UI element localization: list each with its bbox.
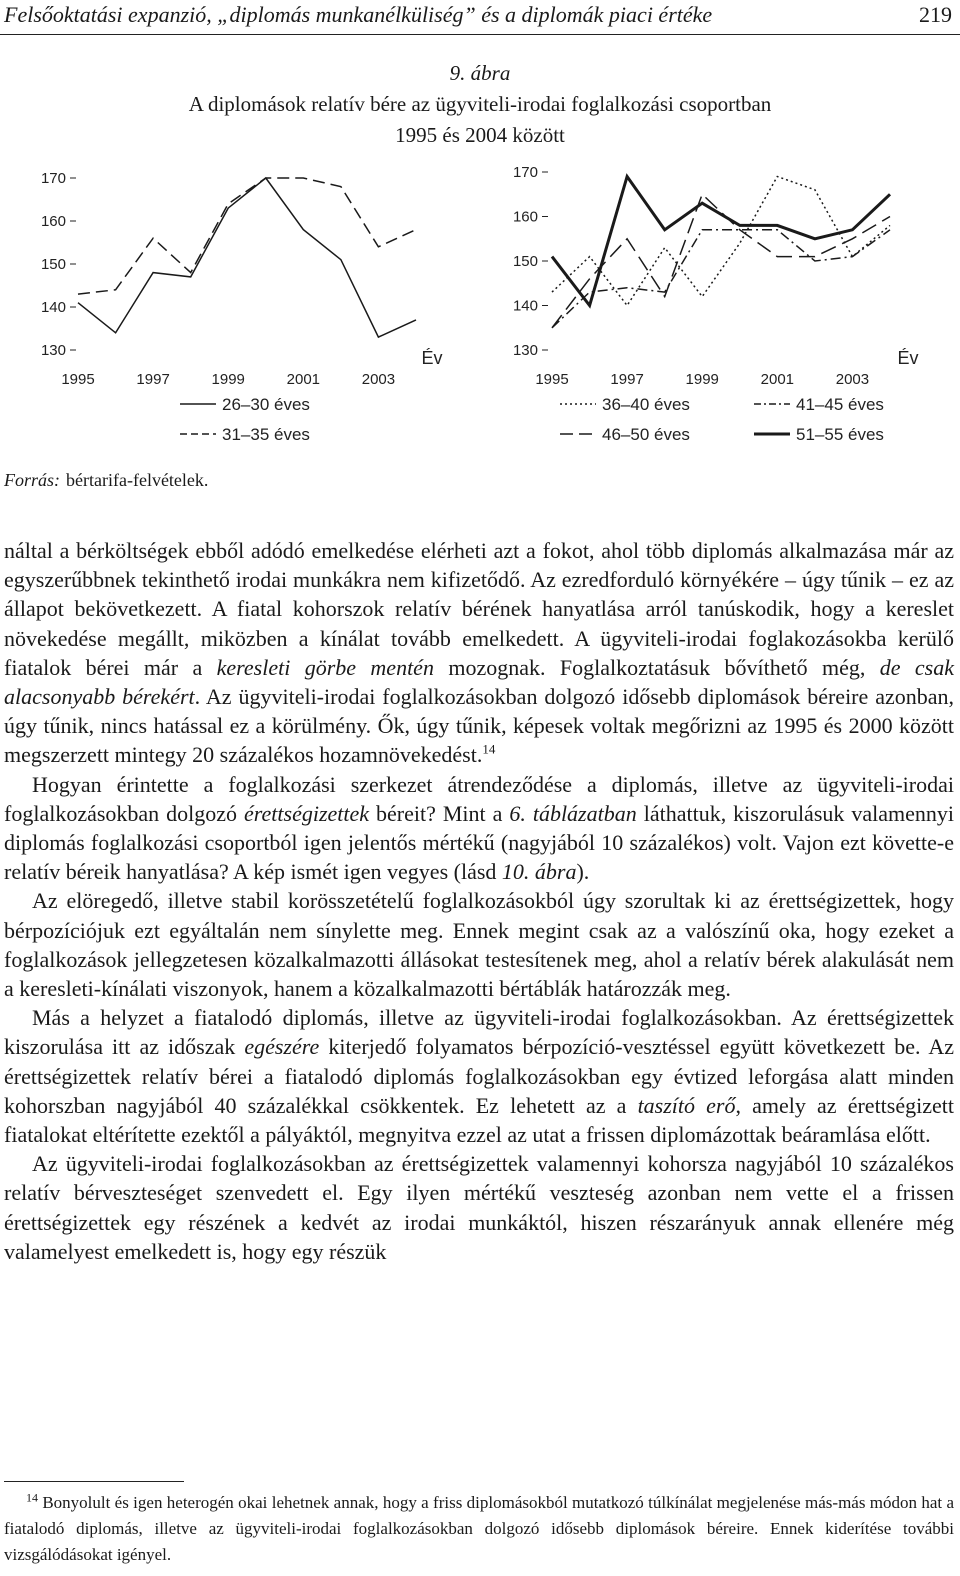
footnote-number: 14 <box>26 1490 38 1505</box>
text-run: láthattuk, kiszorulásuk valamennyi diplomás foglalkozási csoportból igen jelentős mértékű (nagyjából 10 százalékos) volt. Vajon ezt követte-e relatív béreik hanyatlása? A kép ismét igen vegyes (lásd <box>4 800 954 885</box>
series-line <box>78 178 416 337</box>
text-run: Az elöregedő, illetve stabil korösszetételű foglalkozásokból úgy szorultak ki az érettségizettek, hogy bérpozíciójuk ezt egyáltalán nem sínylette meg. Ennek megint csak az a valószínű oka, hogy ezeket a foglalkozások jellegzetesen közalkalmazotti állásokat testesítenek meg, ahol a relatív bérek alakulását nem a keresleti-kínálati viszonyok, hanem a közalkalmazotti bértáblák határozzák meg. <box>4 888 954 1002</box>
emphasis: taszító erő <box>637 1092 736 1118</box>
text-run: . Az ügyviteli-irodai foglalkozásokban dolgozó idősebb diplomások béreire azonban, úgy tűnik, nincs hatással ez a körülmény. Ők, úgy tűnik, képesek voltak megőrizni az 1995 és 2000 között megszerzett mintegy 20 százalékos hozamnövekedést. <box>4 684 955 768</box>
footnote <box>4 1490 954 1568</box>
x-axis-label: Év <box>897 348 919 368</box>
figure-subtitle: 1995 és 2004 között <box>395 123 565 147</box>
legend-label: 51–55 éves <box>796 425 884 444</box>
text-run: , amely az érettségizett fiatalokat eltérítette ezektől a pályáktól, megnyitva ezzel az utat a frissen diplomázottak beáramlása előtt. <box>4 1092 954 1148</box>
figure-source <box>4 470 208 491</box>
y-tick-label: 150 <box>512 253 538 270</box>
y-tick-label: 160 <box>40 213 66 230</box>
text-run: Hogyan érintette a foglalkozási szerkezet átrendeződése a diplomás, illetve az ügyviteli-irodai foglalkozásokban dolgozó <box>4 771 954 826</box>
y-tick-label: 140 <box>40 299 66 316</box>
legend-label: 31–35 éves <box>222 425 310 444</box>
series-line <box>552 177 890 306</box>
y-tick-label: 170 <box>40 170 66 187</box>
x-tick-label: 1995 <box>61 371 95 388</box>
x-tick-label: 1999 <box>211 371 245 388</box>
source-text: bértarifa-felvételek. <box>66 470 209 490</box>
text-run: Az ügyviteli-irodai foglalkozásokban az érettségizettek valamennyi kohorsza nagyjából 10 százalékos relatív bérveszteséget szenvedett el. Egy ilyen mértékű veszteség azonban nem vette el a frissen érettségizettek egy részének a kedvét az irodai munkáktól, hiszen részarányuk annak ellenére még valamelyest emelkedett is, hogy egy részük <box>4 1151 954 1264</box>
emphasis: érettségizettek <box>244 800 370 826</box>
emphasis: keresleti görbe mentén <box>216 654 434 680</box>
x-tick-label: 1997 <box>610 371 644 388</box>
legend-label: 36–40 éves <box>602 395 690 414</box>
emphasis: egészére <box>244 1034 320 1060</box>
running-header <box>0 0 960 35</box>
footnote-divider <box>4 1481 184 1482</box>
text-run: ). <box>576 859 590 885</box>
figure-number: 9. ábra <box>449 61 511 85</box>
body-text <box>4 536 954 1266</box>
text-run: náltal a bérköltségek ebből adódó emelkedése elérheti azt a fokot, ahol több diplomás alkalmazása már az egyszerűbbnek tekinthető irodai munkákra nem kifizetődő. Az ezredforduló környékére – úgy tűnik – ez az állapot bekövetkezett. A fiatal kohorszok relatív bérének hanyatlása arról tanúskodik, hogy a kereslet növekedése megállt, miközben a kínálat tovább emelkedett. A ügyviteli-irodai foglakozásokba kerülő fiatalok bérei már a <box>4 538 954 680</box>
series-line <box>78 178 416 294</box>
series-line <box>552 230 890 328</box>
series-line <box>552 177 890 306</box>
text-run: Más a helyzet a fiatalodó diplomás, illetve az ügyviteli-irodai foglalkozásokban. Az érettségizettek kiszorulása itt az időszak <box>4 1005 954 1060</box>
x-tick-label: 2001 <box>760 371 795 388</box>
page-number: 219 <box>919 2 952 27</box>
source-label: Forrás: <box>4 470 61 490</box>
emphasis: de csak alacsonyabb bérekért <box>4 654 954 710</box>
y-tick-label: 130 <box>40 342 66 359</box>
x-tick-label: 1997 <box>136 371 170 388</box>
emphasis: 6. táblázatban <box>509 800 637 826</box>
legend-label: 41–45 éves <box>796 395 884 414</box>
figure-charts <box>0 150 960 460</box>
footnote-ref: 14 <box>482 742 496 758</box>
x-tick-label: 2003 <box>361 371 396 388</box>
footnote-paragraph <box>4 1490 954 1568</box>
y-tick-label: 160 <box>512 208 538 226</box>
figure-title: A diplomások relatív bére az ügyviteli-irodai foglalkozási csoportban <box>188 92 772 116</box>
y-tick-label: 140 <box>512 297 538 315</box>
legend-label: 46–50 éves <box>602 425 690 444</box>
body-paragraph <box>4 770 954 887</box>
x-tick-label: 1995 <box>535 371 569 388</box>
text-run: mozognak. Foglalkoztatásuk bővíthető még, <box>433 654 880 680</box>
x-tick-label: 1999 <box>685 371 719 388</box>
text-run: béreit? Mint a <box>369 800 510 826</box>
body-paragraph <box>4 536 954 770</box>
y-tick-label: 150 <box>40 256 66 273</box>
legend-label: 26–30 éves <box>222 395 310 414</box>
text-run: kiterjedő folyamatos bérpozíció-vesztéssel együtt következett be. Az érettségizettek relatív bérei a fiatalodó diplomás foglalkozásokban egy évtized leforgása alatt minden kohorszban nagyjából 40 százalékkal csökkentek. Ez lehetett az a <box>4 1034 954 1118</box>
y-tick-label: 130 <box>512 342 538 359</box>
footnote-text: Bonyolult és igen heterogén okai lehetnek annak, hogy a friss diplomásokból mutatkozó túlkínálat megjelenése más-más módon hat a fiatalodó diplomás, illetve az ügyviteli-irodai foglalkozásokban dolgozó idősebb diplomások béreire. Ennek kiderítése további vizsgálódásokat igényel. <box>4 1493 954 1564</box>
running-title: Felsőoktatási expanzió, „diplomás munkanélküliség” és a diplomák piaci értéke <box>4 2 713 27</box>
y-tick-label: 170 <box>512 164 538 181</box>
body-paragraph <box>4 1149 954 1266</box>
emphasis: 10. ábra <box>501 859 577 885</box>
x-tick-label: 2003 <box>835 371 870 388</box>
x-tick-label: 2001 <box>286 371 321 388</box>
x-axis-label: Év <box>421 348 443 368</box>
body-paragraph <box>4 1003 954 1149</box>
body-paragraph <box>4 886 954 1003</box>
